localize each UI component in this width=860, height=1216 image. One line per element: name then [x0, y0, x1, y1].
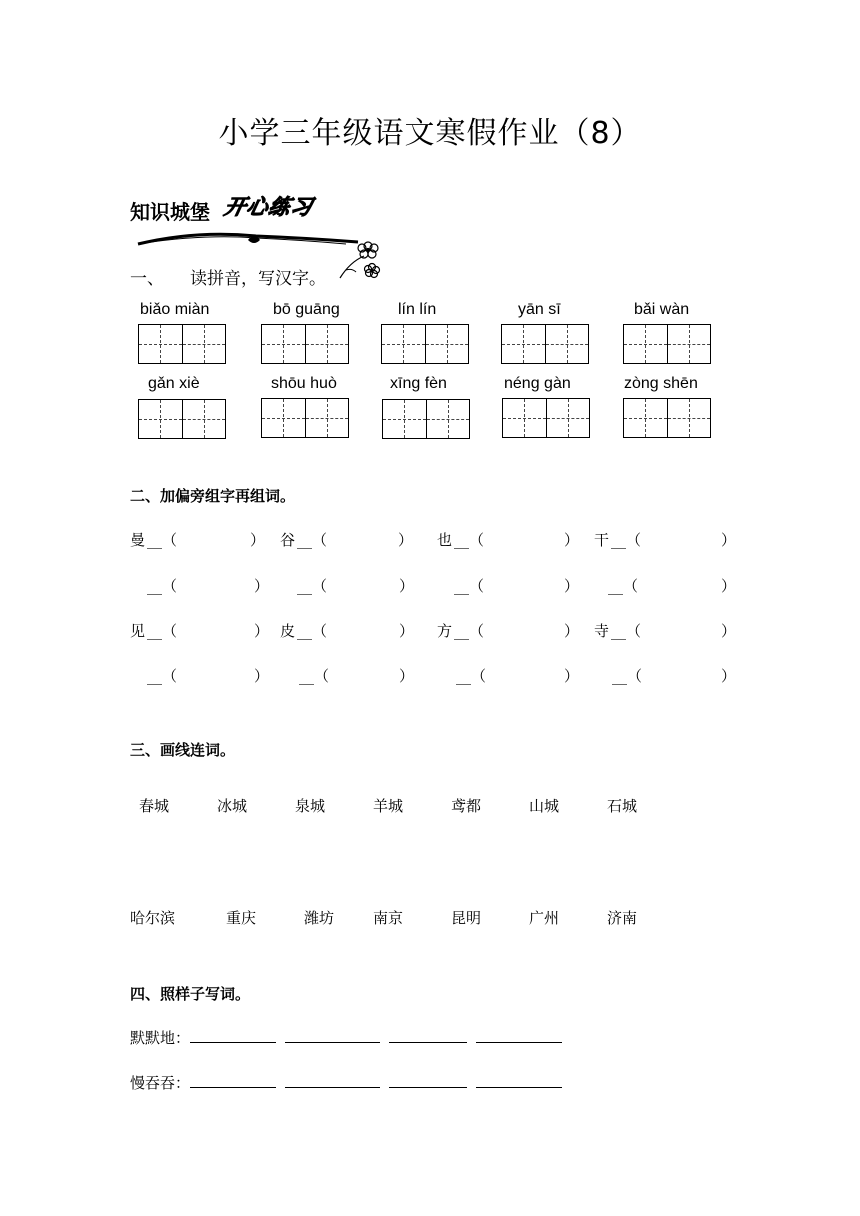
answer-blank[interactable]: __（ [297, 622, 328, 640]
pinyin-label: shōu huò [271, 375, 337, 392]
write-line[interactable] [285, 1073, 380, 1088]
close-paren: ） [721, 531, 737, 549]
radical-char: 见 [130, 622, 146, 640]
writing-grid[interactable] [261, 398, 349, 438]
writing-grid[interactable] [382, 399, 470, 439]
write-line[interactable] [190, 1028, 276, 1043]
pinyin-label: biǎo miàn [140, 301, 210, 318]
city-name[interactable]: 广州 [529, 909, 560, 927]
answer-blank[interactable]: __（ [454, 577, 485, 595]
close-paren: ） [254, 577, 270, 595]
close-paren: ） [399, 577, 415, 595]
city-nickname[interactable]: 羊城 [373, 797, 404, 815]
close-paren: ） [721, 622, 737, 640]
radical-char: 皮 [280, 622, 296, 640]
pinyin-label: yān sī [518, 301, 561, 318]
answer-blank[interactable]: __（ [608, 577, 639, 595]
section1-title: 读拼音，写汉字。 [190, 269, 326, 289]
answer-blank[interactable]: __（ [299, 667, 330, 685]
banner-title: 知识城堡 [130, 200, 210, 224]
banner-subtitle: 开心练习 [222, 195, 316, 219]
close-paren: ） [721, 667, 737, 685]
write-line[interactable] [285, 1028, 380, 1043]
writing-grid[interactable] [138, 399, 226, 439]
write-line[interactable] [476, 1028, 562, 1043]
close-paren: ） [564, 531, 580, 549]
close-paren: ） [721, 577, 737, 595]
write-line[interactable] [476, 1073, 562, 1088]
answer-blank[interactable]: __（ [297, 577, 328, 595]
city-nickname[interactable]: 春城 [139, 797, 170, 815]
city-nickname[interactable]: 山城 [529, 797, 560, 815]
write-line[interactable] [389, 1028, 467, 1043]
close-paren: ） [254, 667, 270, 685]
radical-char: 方 [437, 622, 453, 640]
answer-blank[interactable]: __（ [611, 531, 642, 549]
answer-blank[interactable]: __（ [147, 622, 178, 640]
city-nickname[interactable]: 鸢都 [451, 797, 482, 815]
pinyin-label: bǎi wàn [634, 301, 690, 318]
pinyin-label: gǎn xiè [148, 375, 200, 392]
writing-grid[interactable] [502, 398, 590, 438]
example-word: 默默地： [130, 1029, 191, 1047]
city-name[interactable]: 南京 [373, 909, 404, 927]
writing-grid[interactable] [261, 324, 349, 364]
answer-blank[interactable]: __（ [612, 667, 643, 685]
close-paren: ） [399, 667, 415, 685]
close-paren: ） [564, 667, 580, 685]
pinyin-label: xīng fèn [390, 375, 447, 392]
answer-blank[interactable]: __（ [147, 577, 178, 595]
pinyin-label: bō guāng [273, 301, 340, 318]
city-name[interactable]: 济南 [607, 909, 638, 927]
radical-char: 谷 [280, 531, 296, 549]
city-name[interactable]: 潍坊 [304, 909, 335, 927]
pinyin-label: néng gàn [504, 375, 571, 392]
section1-heading [130, 264, 326, 289]
close-paren: ） [398, 531, 414, 549]
pinyin-label: lín lín [398, 301, 437, 318]
section1-number: 一、 [130, 269, 164, 289]
close-paren: ） [564, 577, 580, 595]
city-name[interactable]: 昆明 [451, 909, 482, 927]
radical-char: 干 [594, 531, 610, 549]
radical-char: 寺 [594, 622, 610, 640]
city-name[interactable]: 哈尔滨 [130, 909, 176, 927]
section3-heading: 三、画线连词。 [130, 741, 236, 759]
write-line[interactable] [389, 1073, 467, 1088]
answer-blank[interactable]: __（ [454, 531, 485, 549]
example-word: 慢吞吞： [130, 1074, 191, 1092]
writing-grid[interactable] [138, 324, 226, 364]
writing-grid[interactable] [623, 398, 711, 438]
city-nickname[interactable]: 冰城 [217, 797, 248, 815]
pinyin-label: zòng shēn [624, 375, 698, 392]
answer-blank[interactable]: __（ [147, 531, 178, 549]
section2-heading: 二、加偏旁组字再组词。 [130, 487, 296, 505]
answer-blank[interactable]: __（ [456, 667, 487, 685]
writing-grid[interactable] [381, 324, 469, 364]
close-paren: ） [399, 622, 415, 640]
answer-blank[interactable]: __（ [297, 531, 328, 549]
writing-grid[interactable] [623, 324, 711, 364]
page-title: 小学三年级语文寒假作业（8） [218, 116, 642, 151]
answer-blank[interactable]: __（ [611, 622, 642, 640]
city-nickname[interactable]: 泉城 [295, 797, 326, 815]
answer-blank[interactable]: __（ [147, 667, 178, 685]
city-nickname[interactable]: 石城 [607, 797, 638, 815]
radical-char: 曼 [130, 531, 146, 549]
close-paren: ） [564, 622, 580, 640]
write-line[interactable] [190, 1073, 276, 1088]
example-word-row [130, 1072, 562, 1093]
close-paren: ） [254, 622, 270, 640]
section4-heading: 四、照样子写词。 [130, 985, 251, 1003]
city-name[interactable]: 重庆 [226, 909, 257, 927]
radical-char: 也 [437, 531, 453, 549]
writing-grid[interactable] [501, 324, 589, 364]
example-word-row [130, 1027, 562, 1048]
close-paren: ） [250, 531, 266, 549]
answer-blank[interactable]: __（ [454, 622, 485, 640]
